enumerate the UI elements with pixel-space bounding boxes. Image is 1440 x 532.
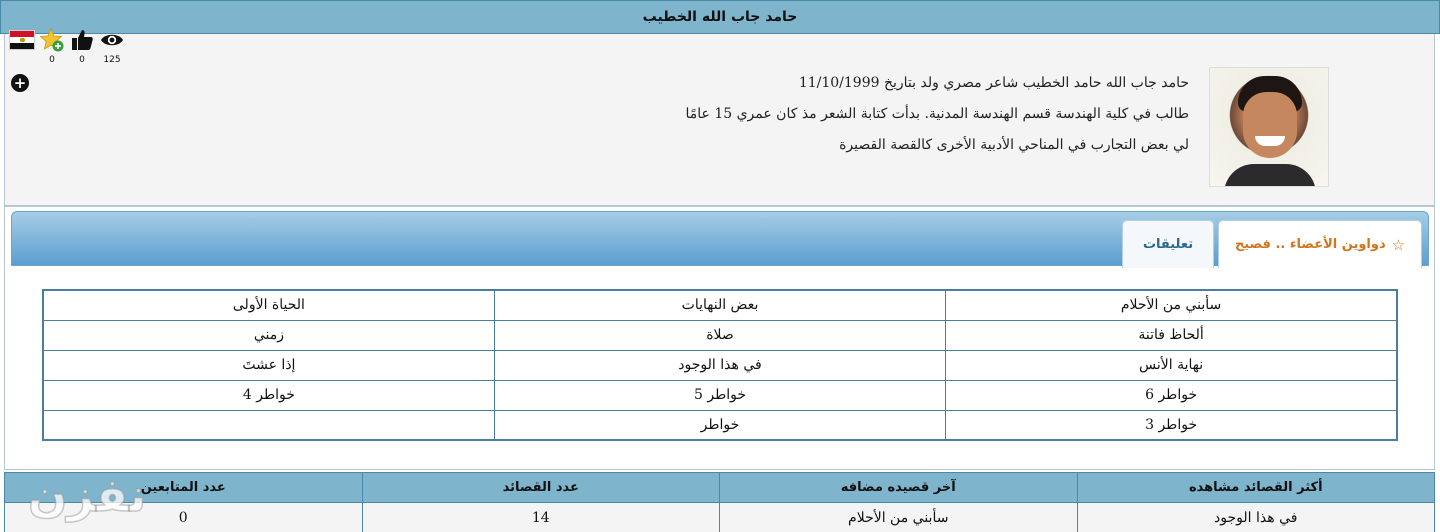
- summary-value-row: [5, 503, 1435, 532]
- poem-link[interactable]: ألحاظ فاتنة: [946, 320, 1397, 350]
- tab-member-collections[interactable]: [1218, 220, 1422, 268]
- poem-link[interactable]: في هذا الوجود: [494, 350, 945, 380]
- tab-comments[interactable]: [1122, 220, 1214, 268]
- star-add-icon[interactable]: [40, 28, 64, 52]
- poem-link[interactable]: خواطر 4: [43, 380, 494, 410]
- avatar: [1209, 67, 1329, 187]
- favorites-count: 0: [49, 55, 55, 65]
- poem-count-header: عدد القصائد: [362, 473, 720, 503]
- table-row: [43, 320, 1397, 350]
- egypt-flag-icon: [9, 30, 35, 50]
- bio-line: حامد جاب الله حامد الخطيب شاعر مصري ولد بتاريخ 11/10/1999: [798, 75, 1189, 91]
- views-count: 125: [103, 55, 121, 65]
- last-added-header: آخر قصيده مضافه: [720, 473, 1078, 503]
- profile-stats: [9, 28, 125, 65]
- tab-label: تعليقات: [1142, 237, 1194, 252]
- page-title: حامد جاب الله الخطيب: [642, 9, 798, 25]
- most-viewed-header: أكثر القصائد مشاهده: [1077, 473, 1435, 503]
- poem-link[interactable]: الحياة الأولى: [43, 290, 494, 320]
- bio-line: طالب في كلية الهندسة قسم الهندسة المدنية. بدأت كتابة الشعر مذ كان عمري 15 عامًا: [685, 106, 1189, 122]
- most-viewed-poem[interactable]: في هذا الوجود: [1077, 503, 1435, 532]
- followers-header: عدد المتابعين: [5, 473, 363, 503]
- summary-header-row: [5, 473, 1435, 503]
- thumbs-up-icon[interactable]: [70, 28, 94, 52]
- followers-count: 0: [5, 503, 363, 532]
- poem-link[interactable]: نهاية الأنس: [946, 350, 1397, 380]
- poem-link[interactable]: خواطر 5: [494, 380, 945, 410]
- table-row: [43, 380, 1397, 410]
- table-row: [43, 290, 1397, 320]
- poem-link[interactable]: صلاة: [494, 320, 945, 350]
- poem-link[interactable]: خواطر 6: [946, 380, 1397, 410]
- country-stat: [9, 28, 35, 65]
- plus-circle-icon[interactable]: +: [11, 74, 29, 92]
- poem-link[interactable]: سأبني من الأحلام: [946, 290, 1397, 320]
- page-title-bar: [0, 0, 1440, 34]
- poem-count: 14: [362, 503, 720, 532]
- poems-tabs-panel: [4, 206, 1435, 470]
- likes-stat[interactable]: [69, 28, 95, 65]
- tab-strip: [11, 211, 1429, 266]
- last-added-poem[interactable]: سأبني من الأحلام: [720, 503, 1078, 532]
- views-stat: [99, 28, 125, 65]
- summary-table: [4, 472, 1435, 532]
- likes-count: 0: [79, 55, 85, 65]
- profile-bio: [685, 68, 1189, 161]
- poems-table: [42, 289, 1398, 441]
- poem-link[interactable]: إذا عشتَ: [43, 350, 494, 380]
- poem-link[interactable]: بعض النهايات: [494, 290, 945, 320]
- star-icon: ☆: [1391, 235, 1406, 254]
- poem-link[interactable]: زمني: [43, 320, 494, 350]
- bio-line: لي بعض التجارب في المناحي الأدبية الأخرى كالقصة القصيرة: [839, 137, 1189, 153]
- poem-link[interactable]: خواطر: [494, 410, 945, 440]
- favorites-stat[interactable]: [39, 28, 65, 65]
- poem-link[interactable]: خواطر 3: [946, 410, 1397, 440]
- table-row: [43, 350, 1397, 380]
- empty-cell: [43, 410, 494, 440]
- profile-panel: [4, 34, 1435, 206]
- table-row: [43, 410, 1397, 440]
- eye-icon: [100, 28, 124, 52]
- tab-label: دواوين الأعضاء .. فصيح: [1234, 237, 1386, 252]
- site-watermark: نفزن: [28, 468, 147, 522]
